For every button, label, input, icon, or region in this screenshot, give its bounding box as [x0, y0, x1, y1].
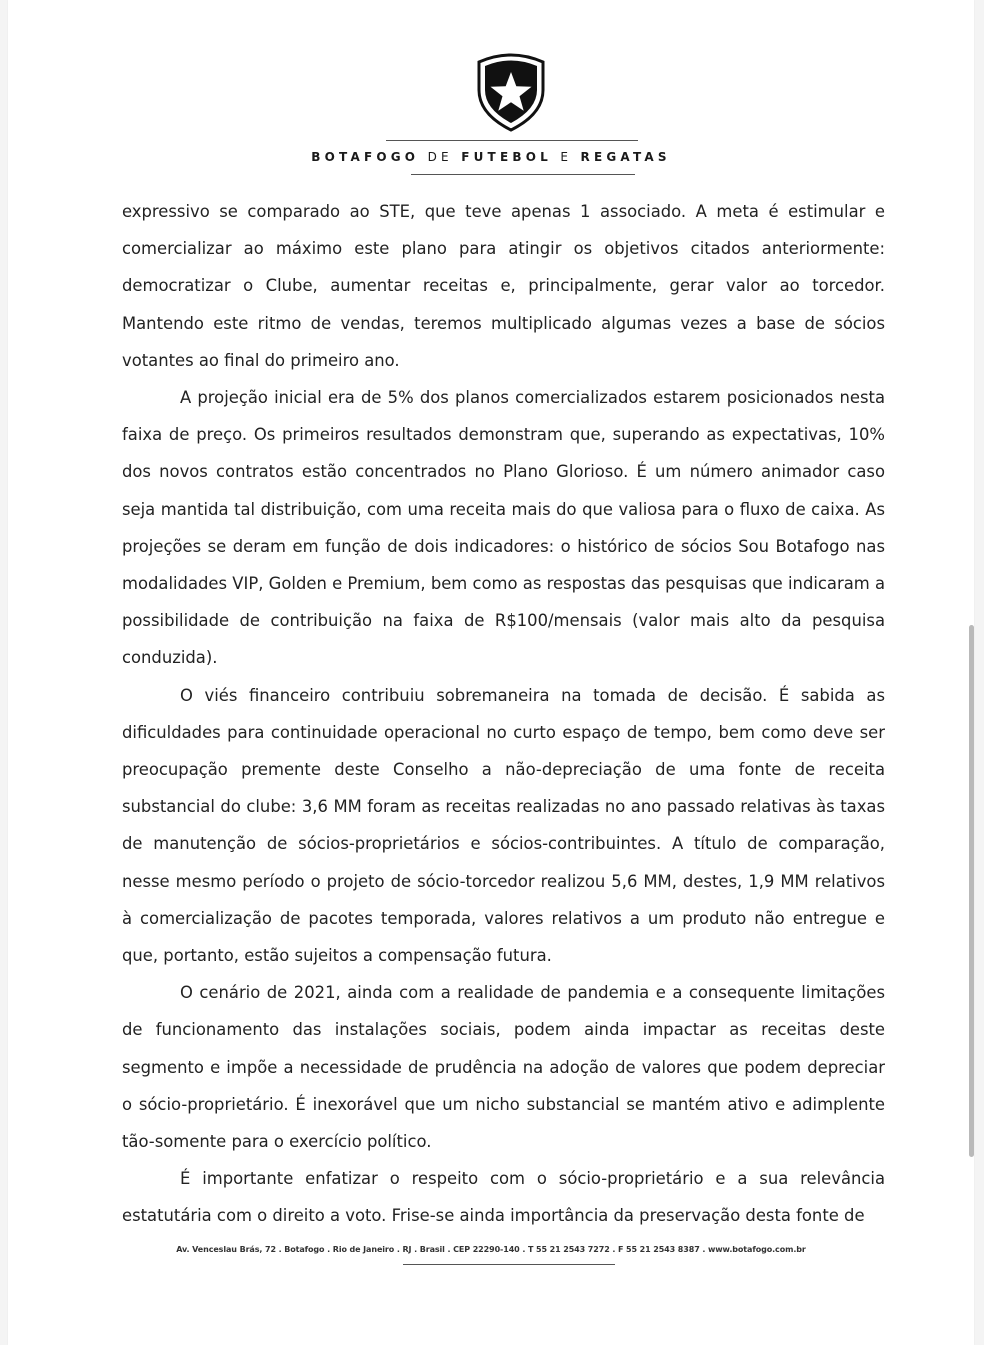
paragraph-4: O cenário de 2021, ainda com a realidade de pandemia e a consequente limitações de funcionamento das instalações sociais, podem ainda impactar as receitas deste segmento e impõe a necessidade de prudência na adoção de valores que podem depreciar o sócio-proprietário. É inexorável que um nicho substancial se mantém ativo e adimplente tão-somente para o exercício político.: [122, 983, 885, 1152]
header-divider-bottom: [411, 174, 635, 175]
paragraph-2: A projeção inicial era de 5% dos planos comercializados estarem posicionados nesta faixa de preço. Os primeiros resultados demonstram que, superando as expectativas, 10% dos novos contratos estão concentrados no Plano Glorioso. É um número animador caso seja mantida tal distribuição, com uma receita mais do que valiosa para o fluxo de caixa. As projeções se deram em função de dois indicadores: o histórico de sócios Sou Botafogo nas modalidades VIP, Golden e Premium, bem como as respostas das pesquisas que indicaram a possibilidade de contribuição na faixa de R$100/mensais (valor mais alto da pesquisa conduzida).: [122, 388, 885, 668]
paragraph-3: O viés financeiro contribuiu sobremaneira na tomada de decisão. É sabida as dificuldades para continuidade operacional no curto espaço de tempo, bem como deve ser preocupação premente deste Conselho a não-depreciação de uma fonte de receita substancial do clube: 3,6 MM foram as receitas realizadas no ano passado relativas às taxas de manutenção de sócios-proprietários e sócios-contribuintes. A título de comparação, nesse mesmo período o projeto de sócio-torcedor realizou 5,6 MM, destes, 1,9 MM relativos à comercialização de pacotes temporada, valores relativos a um produto não entregue e que, portanto, estão sujeitos a compensação futura.: [122, 685, 885, 966]
star-shield-icon: [476, 52, 546, 132]
footer-divider: [403, 1264, 615, 1265]
vertical-scrollbar[interactable]: [969, 625, 974, 1157]
document-body: [122, 193, 885, 1235]
organization-name: BOTAFOGO DE FUTEBOL E REGATAS: [311, 150, 671, 164]
footer-address: Av. Venceslau Brás, 72 . Botafogo . Rio de Janeiro . RJ . Brasil . CEP 22290-140 . T 55 21 2543 7272 . F 55 21 2543 8387 . www.botafogo.com.br: [176, 1245, 806, 1254]
document-page: [8, 0, 974, 1345]
paragraph-1: expressivo se comparado ao STE, que teve apenas 1 associado. A meta é estimular e comercializar ao máximo este plano para atingir os objetivos citados anteriormente: democratizar o Clube, aumentar receitas e, principalmente, gerar valor ao torcedor. Mantendo este ritmo de vendas, teremos multiplicado algumas vezes a base de sócios votantes ao final do primeiro ano.: [122, 202, 885, 370]
header-divider-top: [386, 140, 638, 141]
paragraph-5: É importante enfatizar o respeito com o sócio-proprietário e a sua relevância estatutária com o direito a voto. Frise-se ainda importância da preservação desta fonte de: [122, 1169, 885, 1226]
